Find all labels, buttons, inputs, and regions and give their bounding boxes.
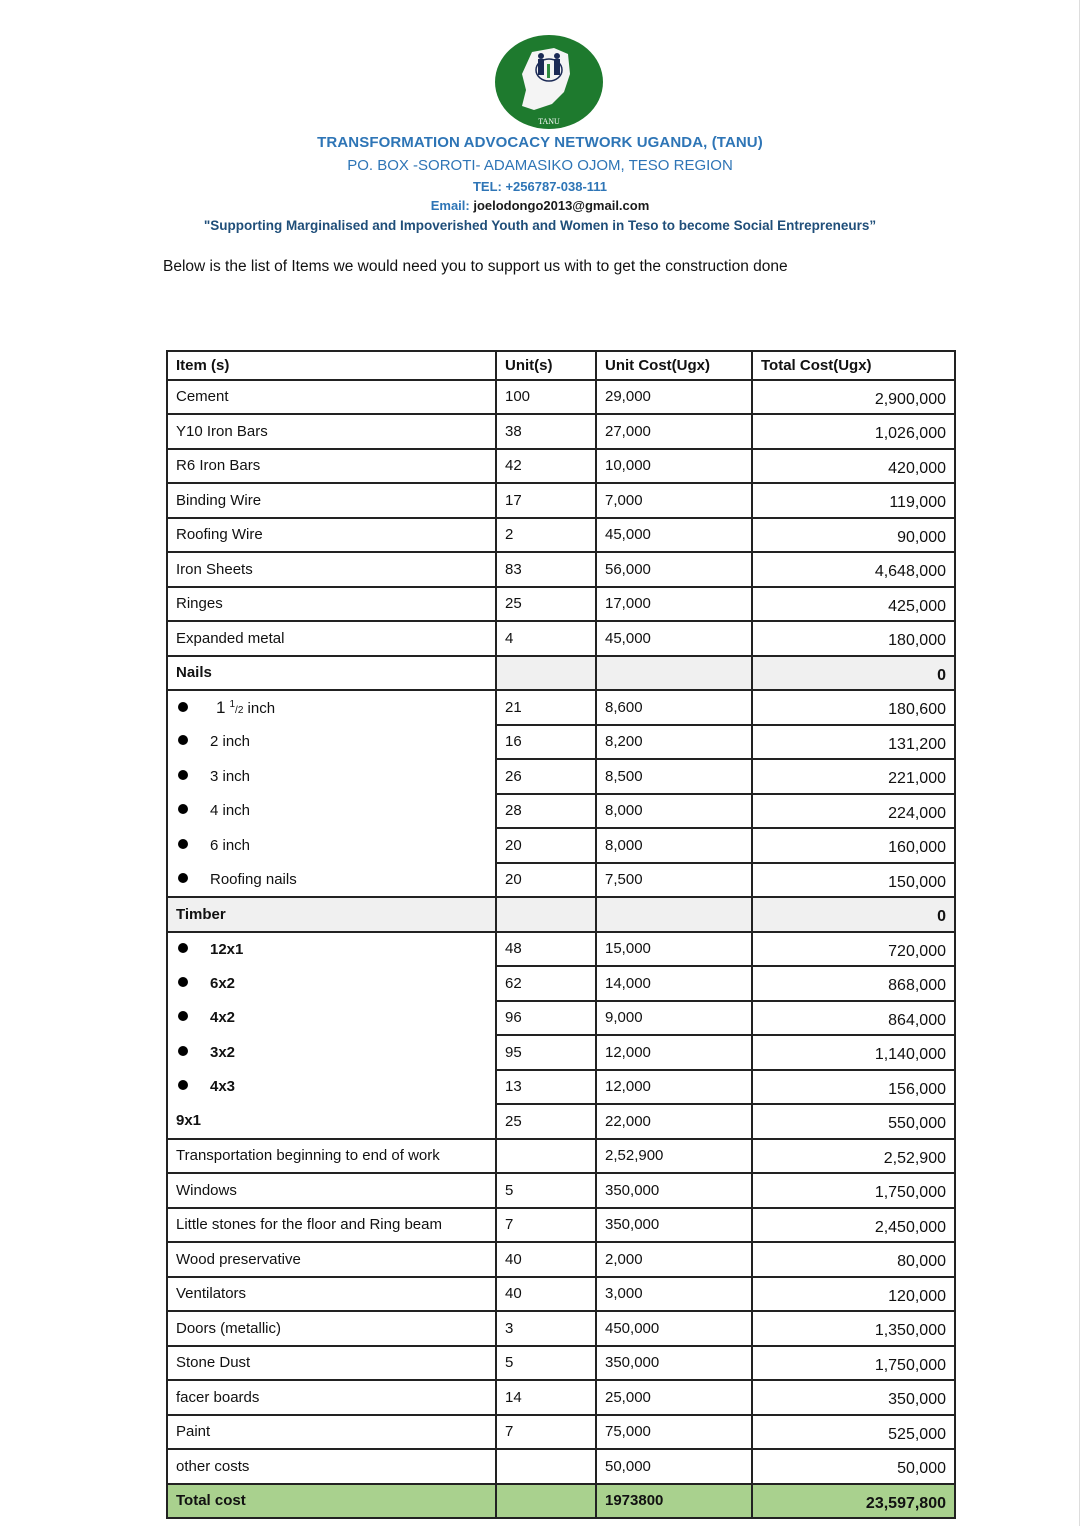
item-unit-cost: 8,000 [596, 794, 752, 829]
item-unit-cost: 350,000 [596, 1208, 752, 1243]
item-total-cost: 1,026,000 [752, 414, 955, 449]
nails-group-row [167, 656, 955, 691]
org-address: PO. BOX -SOROTI- ADAMASIKO OJOM, TESO REGION [347, 157, 733, 174]
item-total-cost: 425,000 [752, 587, 955, 622]
item-unit-cost: 8,500 [596, 759, 752, 794]
item-unit-cost: 17,000 [596, 587, 752, 622]
bullet-icon [178, 702, 188, 712]
item-unit-cost: 3,000 [596, 1277, 752, 1312]
bullet-icon [178, 839, 188, 849]
bullet-icon [178, 1011, 188, 1021]
header-units: Unit(s) [496, 351, 596, 380]
item-unit-cost: 12,000 [596, 1035, 752, 1070]
item-name: Ventilators [167, 1277, 496, 1312]
table-row [167, 1311, 955, 1346]
bullet-icon [178, 1046, 188, 1056]
item-name: Roofing Wire [167, 518, 496, 553]
item-name: Binding Wire [167, 483, 496, 518]
item-units: 42 [496, 449, 596, 484]
item-unit-cost: 7,500 [596, 863, 752, 898]
item-units: 95 [496, 1035, 596, 1070]
timber-sub-row [167, 966, 955, 1001]
item-units: 2 [496, 518, 596, 553]
item-total-cost: 868,000 [752, 966, 955, 1001]
item-total-cost: 221,000 [752, 759, 955, 794]
item-units: 5 [496, 1346, 596, 1381]
item-total-cost: 550,000 [752, 1104, 955, 1139]
item-label: Roofing nails [210, 870, 297, 888]
fraction-whole: 1 [216, 698, 226, 718]
item-total-cost: 120,000 [752, 1277, 955, 1312]
item-units: 4 [496, 621, 596, 656]
item-name [167, 725, 496, 760]
bullet-icon [178, 977, 188, 987]
item-label: 2 inch [210, 733, 251, 751]
item-unit-cost: 22,000 [596, 1104, 752, 1139]
table-row [167, 1208, 955, 1243]
item-unit-cost: 1973800 [596, 1484, 752, 1519]
item-units: 5 [496, 1173, 596, 1208]
fraction-slash: / [235, 705, 238, 717]
table-row [167, 621, 955, 656]
item-unit-cost: 50,000 [596, 1449, 752, 1484]
fraction-numerator: 1 [229, 699, 236, 711]
item-units: 7 [496, 1208, 596, 1243]
table-row [167, 1139, 955, 1174]
item-label: 4 inch [210, 802, 251, 820]
item-units: 26 [496, 759, 596, 794]
item-unit-cost: 9,000 [596, 1001, 752, 1036]
group-units [496, 897, 596, 932]
item-label: 4x3 [210, 1078, 236, 1096]
item-unit-cost: 8,600 [596, 690, 752, 725]
bullet-icon [178, 735, 188, 745]
item-total-cost: 2,450,000 [752, 1208, 955, 1243]
item-name: Stone Dust [167, 1346, 496, 1381]
item-name [167, 794, 496, 829]
item-total-cost: 50,000 [752, 1449, 955, 1484]
item-unit-cost: 450,000 [596, 1311, 752, 1346]
table-row [167, 587, 955, 622]
item-total-cost: 420,000 [752, 449, 955, 484]
group-label: Nails [167, 656, 496, 691]
item-units: 28 [496, 794, 596, 829]
header-item: Item (s) [167, 351, 496, 380]
table-row [167, 483, 955, 518]
item-unit-cost: 8,000 [596, 828, 752, 863]
bullet-icon [178, 873, 188, 883]
item-name: Windows [167, 1173, 496, 1208]
item-unit-cost: 14,000 [596, 966, 752, 1001]
timber-sub-row [167, 1070, 955, 1105]
timber-sub-row [167, 1035, 955, 1070]
item-total-cost: 23,597,800 [752, 1484, 955, 1519]
item-label: 6x2 [210, 974, 236, 992]
table-row [167, 1449, 955, 1484]
item-name: Iron Sheets [167, 552, 496, 587]
item-units: 20 [496, 863, 596, 898]
table-row [167, 1277, 955, 1312]
item-label: inch [247, 700, 276, 718]
item-units [496, 1139, 596, 1174]
timber-sub-row [167, 1104, 955, 1139]
item-name [167, 1035, 496, 1070]
item-total-cost: 864,000 [752, 1001, 955, 1036]
item-units: 38 [496, 414, 596, 449]
item-units: 83 [496, 552, 596, 587]
item-units [496, 1484, 596, 1519]
item-unit-cost: 2,000 [596, 1242, 752, 1277]
item-total-cost: 80,000 [752, 1242, 955, 1277]
item-total-cost: 180,000 [752, 621, 955, 656]
item-units: 13 [496, 1070, 596, 1105]
item-units: 25 [496, 587, 596, 622]
email-address[interactable]: joelodongo2013@gmail.com [473, 198, 650, 213]
nails-sub-row [167, 863, 955, 898]
item-unit-cost: 25,000 [596, 1380, 752, 1415]
table-row [167, 552, 955, 587]
item-total-cost: 1,750,000 [752, 1346, 955, 1381]
table-row [167, 1346, 955, 1381]
nails-sub-row [167, 725, 955, 760]
item-name: Y10 Iron Bars [167, 414, 496, 449]
table-row [167, 380, 955, 415]
item-label: 6 inch [210, 836, 251, 854]
org-telephone: TEL: +256787-038-111 [472, 179, 608, 194]
item-name: facer boards [167, 1380, 496, 1415]
table-row [167, 414, 955, 449]
fraction-denominator: 2 [237, 705, 244, 717]
header-unit-cost: Unit Cost(Ugx) [596, 351, 752, 380]
item-units: 7 [496, 1415, 596, 1450]
item-unit-cost: 75,000 [596, 1415, 752, 1450]
table-row [167, 1173, 955, 1208]
item-total-cost: 224,000 [752, 794, 955, 829]
item-total-cost: 525,000 [752, 1415, 955, 1450]
item-name: Transportation beginning to end of work [167, 1139, 496, 1174]
item-name: Total cost [167, 1484, 496, 1519]
timber-group-row [167, 897, 955, 932]
group-unit-cost [596, 897, 752, 932]
item-unit-cost: 27,000 [596, 414, 752, 449]
item-total-cost: 720,000 [752, 932, 955, 967]
item-unit-cost: 350,000 [596, 1346, 752, 1381]
table-row [167, 449, 955, 484]
item-total-cost: 180,600 [752, 690, 955, 725]
item-total-cost: 131,200 [752, 725, 955, 760]
item-name: Wood preservative [167, 1242, 496, 1277]
table-row [167, 518, 955, 553]
item-name [167, 863, 496, 898]
item-name [167, 690, 496, 725]
item-unit-cost: 56,000 [596, 552, 752, 587]
item-name [167, 759, 496, 794]
item-units: 40 [496, 1242, 596, 1277]
item-name: Doors (metallic) [167, 1311, 496, 1346]
item-total-cost: 119,000 [752, 483, 955, 518]
item-label: 12x1 [210, 940, 244, 958]
budget-table [166, 350, 956, 1519]
item-name [167, 1070, 496, 1105]
item-total-cost: 4,648,000 [752, 552, 955, 587]
group-unit-cost [596, 656, 752, 691]
item-total-cost: 1,350,000 [752, 1311, 955, 1346]
item-name [167, 966, 496, 1001]
item-label: 4x2 [210, 1009, 236, 1027]
nails-sub-row [167, 794, 955, 829]
table-row [167, 1242, 955, 1277]
svg-text:TANU: TANU [538, 117, 560, 126]
item-label: 3 inch [210, 767, 251, 785]
group-total: 0 [752, 897, 955, 932]
nails-sub-row [167, 828, 955, 863]
item-unit-cost: 15,000 [596, 932, 752, 967]
item-units: 96 [496, 1001, 596, 1036]
item-unit-cost: 350,000 [596, 1173, 752, 1208]
item-total-cost: 90,000 [752, 518, 955, 553]
item-units: 21 [496, 690, 596, 725]
item-unit-cost: 29,000 [596, 380, 752, 415]
table-header-row [167, 351, 955, 380]
header-total-cost: Total Cost(Ugx) [752, 351, 955, 380]
group-units [496, 656, 596, 691]
total-row [167, 1484, 955, 1519]
timber-sub-row [167, 932, 955, 967]
tanu-logo-icon [494, 34, 604, 130]
intro-text: Below is the list of Items we would need you to support us with to get the construction done [163, 258, 788, 275]
item-units: 40 [496, 1277, 596, 1312]
item-name: R6 Iron Bars [167, 449, 496, 484]
item-units: 3 [496, 1311, 596, 1346]
bullet-icon [178, 770, 188, 780]
item-units: 16 [496, 725, 596, 760]
bullet-icon [178, 943, 188, 953]
nails-sub-row [167, 690, 955, 725]
group-label: Timber [167, 897, 496, 932]
item-units [496, 1449, 596, 1484]
item-total-cost: 156,000 [752, 1070, 955, 1105]
bullet-icon [178, 1080, 188, 1090]
org-name: TRANSFORMATION ADVOCACY NETWORK UGANDA, (TANU) [317, 134, 763, 151]
item-units: 48 [496, 932, 596, 967]
nails-sub-row [167, 759, 955, 794]
item-total-cost: 2,52,900 [752, 1139, 955, 1174]
item-unit-cost: 10,000 [596, 449, 752, 484]
item-units: 14 [496, 1380, 596, 1415]
bullet-icon [178, 804, 188, 814]
timber-sub-row [167, 1001, 955, 1036]
email-label: Email: [430, 198, 474, 213]
item-unit-cost: 2,52,900 [596, 1139, 752, 1174]
item-name: Little stones for the floor and Ring beam [167, 1208, 496, 1243]
item-units: 17 [496, 483, 596, 518]
item-total-cost: 2,900,000 [752, 380, 955, 415]
org-motto: "Supporting Marginalised and Impoverished Youth and Women in Teso to become Social Entrepreneurs” [203, 218, 877, 233]
table-row [167, 1380, 955, 1415]
item-unit-cost: 7,000 [596, 483, 752, 518]
item-total-cost: 350,000 [752, 1380, 955, 1415]
item-units: 100 [496, 380, 596, 415]
item-units: 25 [496, 1104, 596, 1139]
item-name [167, 932, 496, 967]
item-name: Paint [167, 1415, 496, 1450]
table-row [167, 1415, 955, 1450]
group-total: 0 [752, 656, 955, 691]
item-units: 62 [496, 966, 596, 1001]
item-unit-cost: 45,000 [596, 518, 752, 553]
item-name: 9x1 [167, 1104, 496, 1139]
item-total-cost: 1,750,000 [752, 1173, 955, 1208]
item-total-cost: 150,000 [752, 863, 955, 898]
item-units: 20 [496, 828, 596, 863]
item-name [167, 1001, 496, 1036]
item-name: Expanded metal [167, 621, 496, 656]
org-email [0, 198, 1080, 213]
item-name: other costs [167, 1449, 496, 1484]
item-total-cost: 1,140,000 [752, 1035, 955, 1070]
item-total-cost: 160,000 [752, 828, 955, 863]
item-unit-cost: 12,000 [596, 1070, 752, 1105]
item-label: 3x2 [210, 1043, 236, 1061]
item-unit-cost: 45,000 [596, 621, 752, 656]
item-name: Cement [167, 380, 496, 415]
item-name: Ringes [167, 587, 496, 622]
item-unit-cost: 8,200 [596, 725, 752, 760]
item-name [167, 828, 496, 863]
